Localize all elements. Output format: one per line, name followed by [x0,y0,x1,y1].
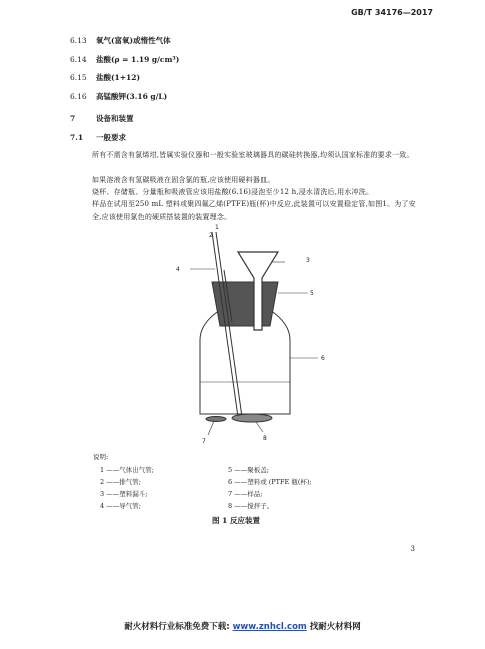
callout-6: 6 [321,355,325,362]
callout-4: 4 [176,266,180,273]
sample [206,417,226,422]
item-6-16 [70,91,167,102]
item-number: 6.14 [70,55,87,64]
legend-item-8: 8 ——搅拌子。 [228,502,274,510]
section-title: 一般要求 [96,133,126,142]
item-6-14 [70,54,179,65]
legend-item-6: 6 ——塑料或 (PTFE 瓶(杯); [228,478,312,486]
section-7-heading [70,113,134,124]
item-text: 高锰酸钾(3.16 g/L) [96,92,168,101]
callout-8: 8 [263,435,267,442]
legend-item-4: 4 ——导气管; [100,502,141,510]
footer-link[interactable]: www.znhcl.com [232,622,307,632]
callout-1: 1 [215,224,219,231]
section-7-1-heading [70,132,126,143]
paragraph-2: 如果溶液含有氢碳吸液在固含氯的瓶,应该使用硬料器皿。 [92,176,275,184]
item-number: 6.16 [70,92,87,101]
callout-3: 3 [306,257,310,264]
legend-item-3: 3 ——塑料漏斗; [100,490,148,498]
item-text: 盐酸(ρ = 1.19 g/cm³) [96,55,180,64]
legend-title: 说明: [93,453,109,461]
item-number: 6.15 [70,73,87,82]
item-6-13 [70,35,171,46]
section-title: 设备和装置 [96,114,134,123]
figure-caption: 图 1 反应装置 [212,516,260,525]
item-6-15 [70,72,140,83]
callout-7: 7 [202,438,206,445]
page-number: 3 [410,545,415,553]
paragraph-4: 样品在试用至250 mL 塑料或聚四氟乙烯(PTFE)瓶(杯)中反应,此装置可以安置稳定管,如图1。为了安全,应该使用氯色的硬质搭装置的装置理念。 [92,200,416,221]
paragraph-3: 烧杯、存储瓶、分量瓶和吸液管应该用盐酸(6.16)浸泡至少12 h,浸水清洗后,用水冲洗。 [92,188,374,196]
item-text: 氧气(富氧)或惰性气体 [96,36,171,45]
legend-item-7: 7 ——样品; [228,490,263,498]
footer-prefix: 耐火材料行业标准免费下载: [124,622,230,632]
section-number: 7 [70,114,76,123]
footer-banner [0,620,485,632]
item-number: 6.13 [70,36,87,45]
standard-number-header: GB/T 34176—2017 [351,8,433,17]
footer-suffix: 找耐火材料网 [309,622,361,632]
item-text: 盐酸(1+12) [96,73,141,82]
section-number: 7.1 [70,133,84,142]
stir-bar [232,414,272,422]
paragraph-1: 所有不需含有氯烯坩,皆属实验仪器和一般实验室玻璃器具的碳硅转换器,均须认国家标准的要求一致。 [92,151,414,159]
callout-5: 5 [310,290,314,297]
legend-item-1: 1 ——气体出气管; [100,466,154,474]
legend-item-2: 2 ——排气管; [100,478,141,486]
callout-2: 2 [209,232,213,239]
reaction-apparatus-diagram [150,222,335,447]
legend-item-5: 5 ——聚板盖; [228,466,269,474]
